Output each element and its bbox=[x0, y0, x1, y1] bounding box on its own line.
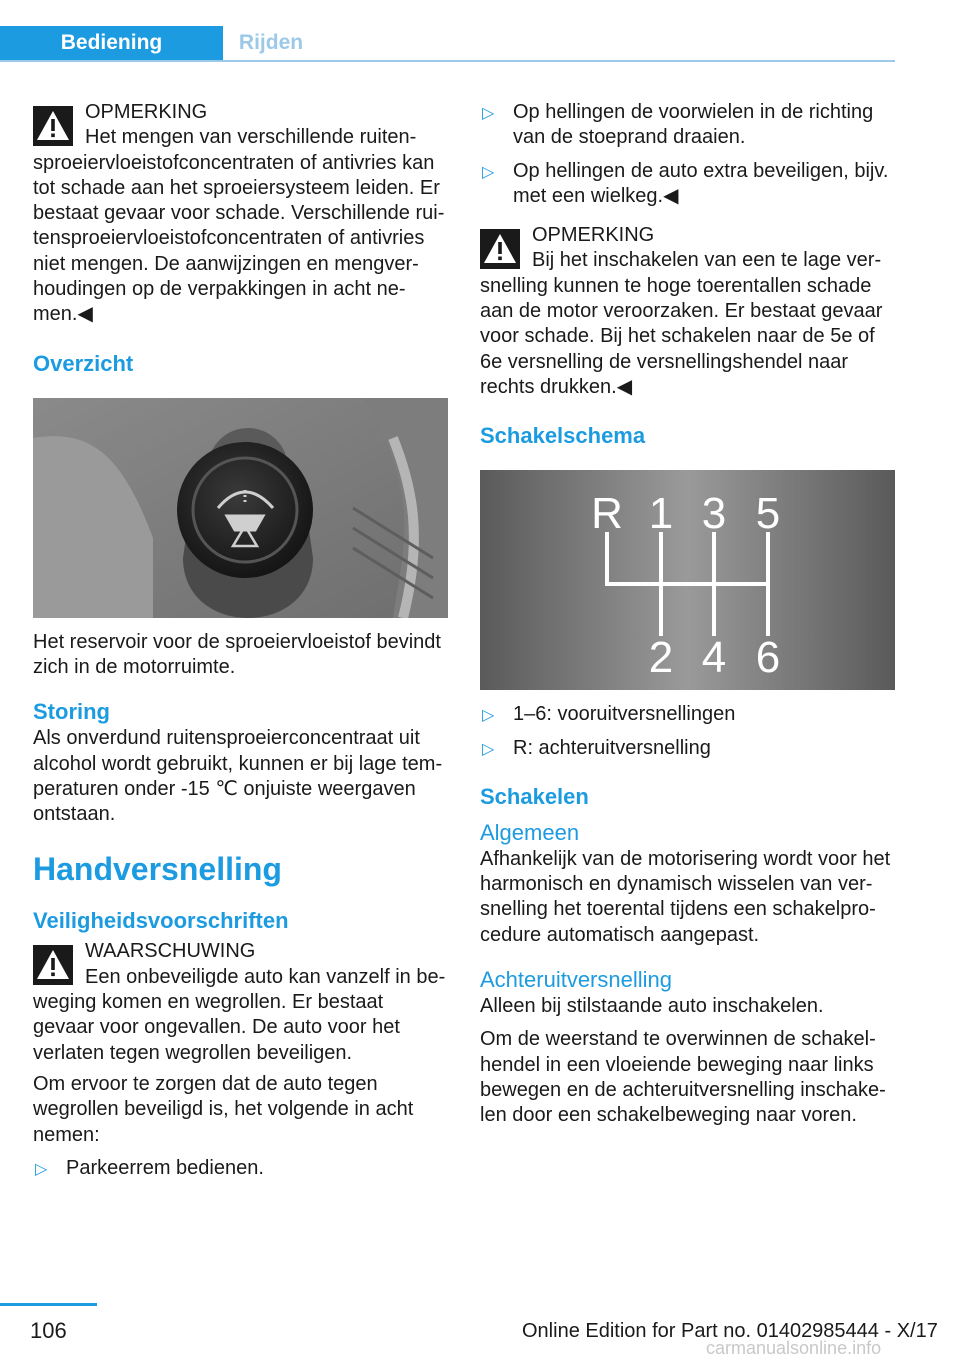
list-item: ▷ 1–6: vooruitversnellingen bbox=[480, 702, 898, 727]
right-column bbox=[480, 100, 898, 1137]
notice-body: Het mengen van verschillende ruitensproeiervloeistofconcentraten of antivries kan tot schade aan het sproeiersysteem leiden. Er bestaat gevaar voor schade. Verschillende ruitensproeiervloeistofconcentraten of antivries niet mengen. De aanwijzingen en mengverhoudingen op de verpakkingen in acht nemen.◀ bbox=[33, 126, 445, 326]
triangle-bullet-icon: ▷ bbox=[35, 1160, 48, 1178]
header-bar bbox=[0, 0, 895, 62]
bullet-list-right-top bbox=[480, 100, 898, 209]
warning-title: WAARSCHUWING bbox=[85, 940, 256, 963]
gear-label-5: 5 bbox=[755, 489, 781, 539]
om-ervoor-text: Om ervoor te zorgen dat de auto tegen wegrollen beveiligd is, het volgende in acht nemen: bbox=[33, 1072, 414, 1146]
notice-opmerking-2 bbox=[480, 223, 898, 400]
tab-bediening[interactable]: Bediening bbox=[0, 26, 223, 60]
algemeen-text: Afhankelijk van de motorisering wordt voor het harmonisch en dynamisch wisselen van versnelling het toerental tijdens een schakelprocedure automatisch aangepast. bbox=[480, 847, 891, 946]
page-number: 106 bbox=[30, 1318, 67, 1343]
gear-shift-diagram bbox=[480, 470, 895, 690]
washer-reservoir-photo bbox=[33, 398, 448, 618]
warning-body: Een onbeveiligde auto kan vanzelf in beweging komen en wegrollen. Er bestaat gevaar voor ongevallen. De auto voor het verlaten tegen wegrollen beveiligen. bbox=[33, 965, 446, 1064]
list-item: ▷ R: achteruitversnelling bbox=[480, 736, 898, 761]
triangle-bullet-icon: ▷ bbox=[482, 740, 495, 758]
gear-label-4: 4 bbox=[701, 633, 727, 683]
heading-algemeen: Algemeen bbox=[480, 819, 580, 845]
achteruit-text-2: Om de weerstand te overwinnen de schakelhendel in een vloeiende beweging naar links bewegen en de achteruitversnelling inschakelen door een schakelbeweging naar voren. bbox=[480, 1028, 886, 1127]
photo-caption: Het reservoir voor de sproeiervloeistof bevindt zich in de motorruimte. bbox=[33, 630, 441, 678]
notice-opmerking-1 bbox=[33, 100, 448, 328]
notice-body: Bij het inschakelen van een te lage versnelling kunnen te hoge toerentallen schade aan de motor veroorzaken. Er bestaat gevaar voor schade. Bij het schakelen naar de 5e of 6e versnelling de versnellingshendel naar rechts drukken.◀ bbox=[480, 249, 883, 398]
list-item: ▷ Op hellingen de auto extra beveiligen, bijv. met een wielkeg.◀ bbox=[482, 159, 889, 207]
heading-storing: Storing bbox=[33, 699, 110, 725]
heading-schakelschema: Schakelschema bbox=[480, 423, 646, 449]
gear-label-3: 3 bbox=[701, 489, 727, 539]
heading-schakelen: Schakelen bbox=[480, 783, 589, 809]
header-divider bbox=[0, 60, 895, 62]
footer-accent-bar bbox=[0, 1303, 97, 1306]
notice-waarschuwing bbox=[33, 939, 448, 1065]
notice-title: OPMERKING bbox=[532, 224, 655, 247]
list-item: ▷ Parkeerrem bedienen. bbox=[33, 1156, 448, 1181]
tab-rijden[interactable]: Rijden bbox=[238, 31, 304, 54]
watermark-text: carmanualsonline.info bbox=[706, 1338, 882, 1358]
left-column bbox=[33, 100, 448, 1189]
heading-veiligheidsvoorschriften: Veiligheidsvoorschriften bbox=[33, 908, 289, 934]
gear-label-6: 6 bbox=[755, 633, 781, 683]
gear-label-1: 1 bbox=[648, 489, 674, 539]
heading-achteruitversnelling: Achteruitversnelling bbox=[480, 967, 672, 993]
warning-triangle-icon bbox=[480, 229, 520, 269]
gear-label-r: R bbox=[591, 489, 623, 539]
triangle-bullet-icon: ▷ bbox=[482, 105, 495, 122]
triangle-bullet-icon: ▷ bbox=[482, 707, 495, 725]
heading-overzicht: Overzicht bbox=[33, 350, 134, 376]
list-item: ▷ Op hellingen de voorwielen in de richting van de stoeprand draaien. bbox=[482, 101, 874, 149]
bullet-list-left bbox=[33, 1156, 448, 1181]
edition-text: Online Edition for Part no. 01402985444 - X/17 bbox=[522, 1320, 938, 1342]
achteruit-text-1: Alleen bij stilstaande auto inschakelen. bbox=[480, 995, 824, 1018]
storing-text: Als onverdund ruitensproeierconcentraat uit alcohol wordt gebruikt, kunnen er bij lage temperaturen onder -15 ℃ onjuiste weergaven ontstaan. bbox=[33, 727, 443, 826]
gear-label-2: 2 bbox=[648, 633, 674, 683]
warning-triangle-icon bbox=[33, 106, 73, 146]
notice-title: OPMERKING bbox=[85, 101, 208, 123]
heading-handversnelling: Handversnelling bbox=[33, 851, 282, 888]
bullet-list-gears bbox=[480, 702, 898, 761]
triangle-bullet-icon: ▷ bbox=[482, 163, 495, 181]
warning-triangle-icon bbox=[33, 945, 73, 985]
